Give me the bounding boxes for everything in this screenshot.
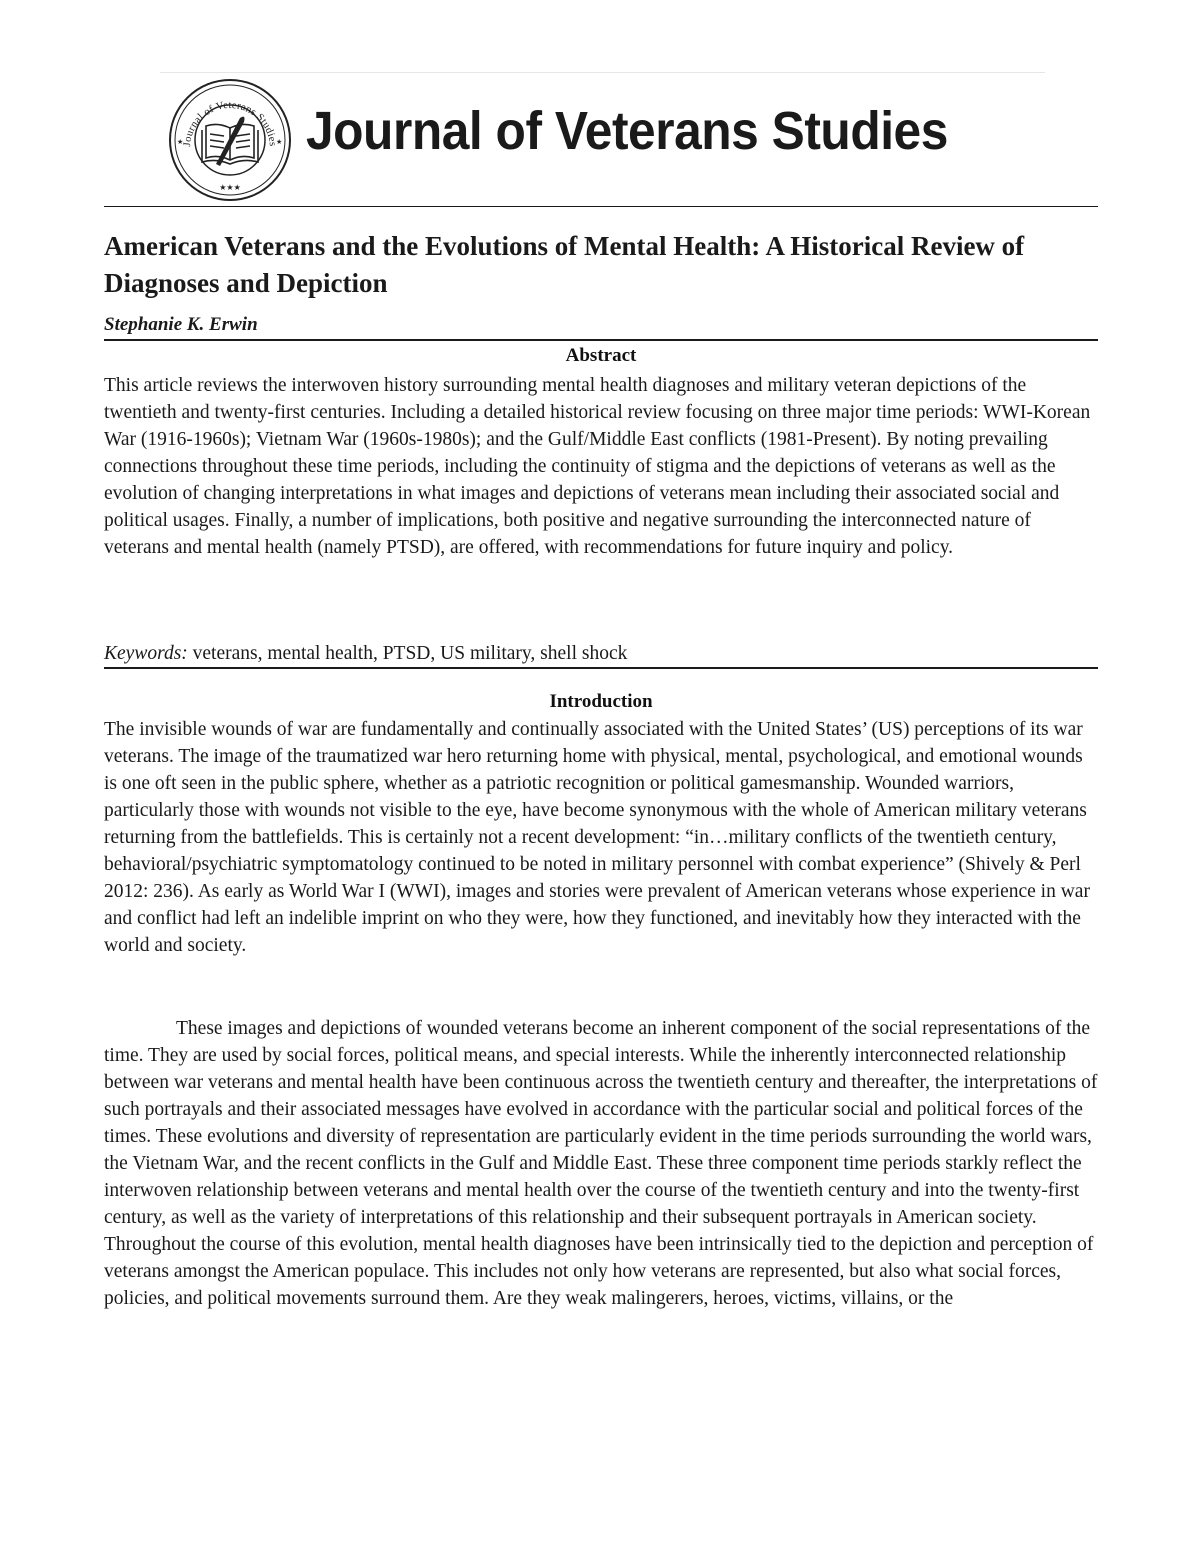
article-title: American Veterans and the Evolutions of Mental Health: A Historical Review of Diagnoses and Depiction: [104, 231, 1025, 298]
author-divider: [104, 339, 1098, 341]
abstract-heading: Abstract: [565, 345, 637, 366]
introduction-heading: Introduction: [549, 691, 653, 712]
keywords-label: Keywords:: [104, 643, 188, 664]
svg-text:★: ★: [177, 138, 184, 146]
keywords-divider: [104, 667, 1098, 669]
keywords-line: [104, 640, 1098, 667]
author-name: Stephanie K. Erwin: [104, 314, 258, 335]
masthead-top-divider: [160, 72, 1045, 73]
abstract-text: This article reviews the interwoven history surrounding mental health diagnoses and military veteran depictions of the twentieth and twenty-first centuries. Including a detailed historical review focusing on three major time periods: WWI-Korean War (1916-1960s); Vietnam War (1960s-1980s); and the Gulf/Middle East conflicts (1981-Present). By noting prevailing connections throughout these time periods, including the continuity of stigma and the depictions of veterans as well as the evolution of changing interpretations in what images and depictions of veterans mean including their associated social and political usages. Finally, a number of implications, both positive and negative surrounding the interconnected nature of veterans and mental health (namely PTSD), are offered, with recommendations for future inquiry and policy.: [104, 375, 1091, 558]
introduction-paragraph-1: The invisible wounds of war are fundamentally and continually associated with the United States’ (US) perceptions of its war veterans. The image of the traumatized war hero returning home with physical, mental, psychological, and emotional wounds is one oft seen in the public sphere, whether as a patriotic recognition or political gamesmanship. Wounded warriors, particularly those with wounds not visible to the eye, have become synonymous with the whole of American military veterans returning from the battlefields. This is certainly not a recent development: “in…military conflicts of the twentieth century, behavioral/psychiatric symptomatology continued to be noted in military personnel with combat experience” (Shively & Perl 2012: 236). As early as World War I (WWI), images and stories were prevalent of American veterans whose experience in war and conflict had left an indelible imprint on who they were, how they functioned, and inevitably how they interacted with the world and society.: [104, 719, 1090, 956]
keywords-values: veterans, mental health, PTSD, US military, shell shock: [187, 643, 628, 664]
journal-name: Journal of Veterans Studies: [306, 101, 948, 161]
svg-text:★: ★: [276, 138, 283, 146]
masthead-divider: [104, 206, 1098, 207]
seal-ring-text: Journal of Veterans Studies: [181, 99, 279, 147]
journal-seal-logo: [168, 78, 292, 202]
introduction-paragraph-2: These images and depictions of wounded veterans become an inherent component of the social representations of the time. They are used by social forces, political means, and special interests. While the inherently interconnected relationship between war veterans and mental health have been continuous across the twentieth century and thereafter, the interpretations of such portrayals and their associated messages have evolved in accordance with the particular social and political forces of the times. These evolutions and diversity of representation are particularly evident in the time periods surrounding the world wars, the Vietnam War, and the recent conflicts in the Gulf and Middle East. These three component time periods starkly reflect the interwoven relationship between veterans and mental health over the course of the twentieth century and into the twenty-first century, as well as the variety of interpretations of this relationship and their subsequent portrayals in American society. Throughout the course of this evolution, mental health diagnoses have been intrinsically tied to the depiction and perception of veterans amongst the American populace. This includes not only how veterans are represented, but also what social forces, policies, and political movements surround them. Are they weak malingerers, heroes, victims, villains, or the: [104, 1018, 1098, 1309]
seal-stars: ★★★: [219, 183, 241, 192]
masthead: [160, 72, 1045, 202]
